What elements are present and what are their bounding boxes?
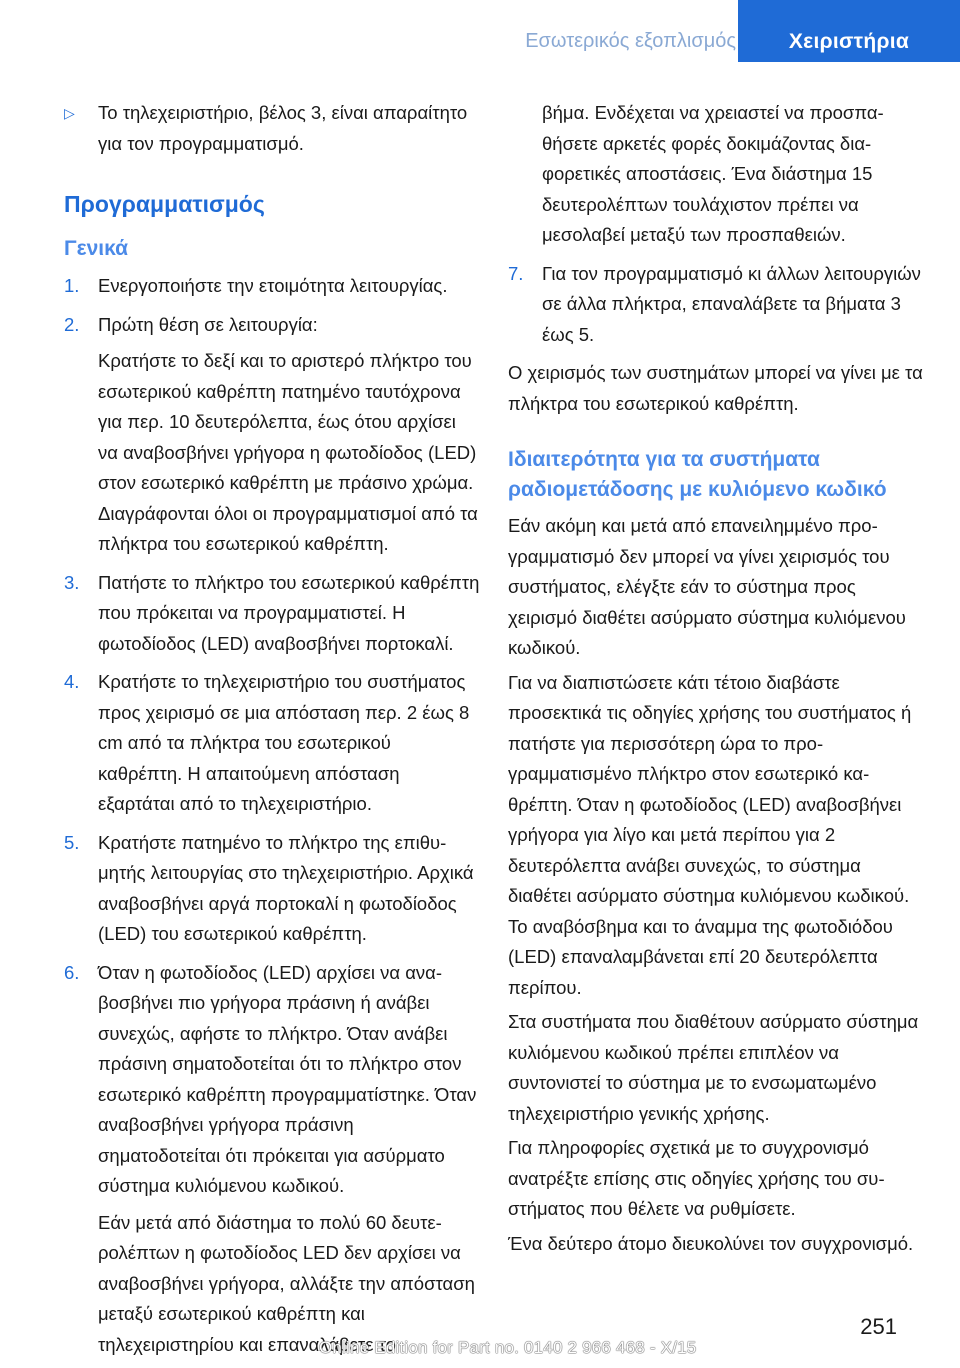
paragraph: Για να διαπιστώσετε κάτι τέτοιο διαβάστε προσεκτικά τις οδηγίες χρήσης του συστήματος ή πατήστε για περισσότερη ώρα το προγραμματισμένο πλήκτρο στον εσωτερικό καθρέπτη. Όταν η φωτοδίοδος (LED) αναβοσβήνει γρήγορα για λίγο και μετά περίπου για 2 δευτερόλεπτα ανάβει συνεχώς, το σύστημα διαθέτει ασύρματο σύστημα κυλιόμενου κωδικού. Το αναβόσβημα και το άναμμα της φωτοδιόδου (LED) επαναλαμβάνεται επί 20 δευτερόλεπτα περίπου. bbox=[508, 671, 912, 998]
paragraph: Ο χειρισμός των συστημάτων μπορεί να γίνει με τα πλήκτρα του εσωτερικού καθρέπτη. bbox=[508, 362, 923, 414]
list-item bbox=[64, 828, 480, 950]
heading-programming: Προγραμματισμός bbox=[64, 191, 265, 217]
step6-continuation: βήμα. Ενδέχεται να χρειαστεί να προσπαθήσετε αρκετές φορές δοκιμάζοντας διαφορετικές αποστάσεις. Ένα διάστημα 15 δευτερολέπτων τουλάχιστον πρέπει να μεσολαβεί μεταξύ των προσπαθειών. bbox=[542, 102, 884, 245]
list-number: 4. bbox=[64, 671, 80, 692]
section-label: Εσωτερικός εξοπλισμός bbox=[525, 30, 736, 52]
list-text: Για τον προγραμματισμό κι άλλων λειτουργιών σε άλλα πλήκτρα, επαναλάβετε τα βήματα 3 έως 5. bbox=[542, 262, 921, 345]
intro-bullet-text: Το τηλεχειριστήριο, βέλος 3, είναι απαραίτητο για τον προγραμματισμό. bbox=[98, 102, 468, 154]
list-text: Κρατήστε πατημένο το πλήκτρο της επιθυμητής λειτουργίας στο τηλεχειριστήριο. Αρχικά αναβοσβήνει αργά πορτοκαλί η φωτοδίοδος (LED) του εσωτερικού καθρέπτη. bbox=[98, 831, 474, 944]
list-number: 6. bbox=[64, 961, 80, 983]
list-text: Εάν μετά από διάστημα το πολύ 60 δευτερολέπτων η φωτοδίοδος LED δεν αρχίσει να αναβοσβήνει γρήγορα, αλλάξτε την απόσταση μεταξύ εσωτερικού καθρέπτη και τηλεχειριστηρίου και επαναλάβετε το bbox=[98, 1211, 475, 1355]
list-text: Όταν η φωτοδίοδος (LED) αρχίσει να αναβοσβήνει πιο γρήγορα πράσινη ή ανάβει συνεχώς, αφήστε το πλήκτρο. Όταν ανάβει πράσινη σηματοδοτείται ότι το πλήκτρο στον εσωτερικό καθρέπτη προγραμματίστηκε. Όταν αναβοσβήνει γρήγορα πράσινη σηματοδοτείται ότι πρόκειται για ασύρματο σύστημα κυλιόμενου κωδικού. bbox=[98, 961, 477, 1196]
page-footer bbox=[0, 1335, 960, 1362]
page-number: 251 bbox=[860, 1314, 897, 1339]
list-number: 2. bbox=[64, 313, 80, 335]
list-item bbox=[64, 310, 480, 560]
list-text: Πρώτη θέση σε λειτουργία: bbox=[98, 313, 318, 335]
edition-text: Online Edition for Part no. 0140 2 966 468 - X/15 bbox=[319, 1338, 697, 1357]
chapter-tab[interactable]: Χειριστήρια bbox=[738, 0, 960, 62]
heading-rolling-code: Ιδιαιτερότητα για τα συστήματα ραδιομετάδοσης με κυλιόμενο κωδικό bbox=[508, 448, 887, 501]
paragraph: Ένα δεύτερο άτομο διευκολύνει τον συγχρονισμό. bbox=[508, 1232, 914, 1254]
heading-general: Γενικά bbox=[64, 237, 129, 260]
intro-bullet bbox=[64, 98, 480, 159]
list-text: Πατήστε το πλήκτρο του εσωτερικού καθρέπτη που πρόκειται να προγραμματιστεί. Η φωτοδίοδος (LED) αναβοσβήνει πορτοκαλί. bbox=[98, 571, 480, 654]
list-text: Κρατήστε το τηλεχειριστήριο του συστήματος προς χειρισμό σε μια απόσταση περ. 2 έως 8 cm από τα πλήκτρα του εσωτερικού καθρέπτη. Η απαιτούμενη απόσταση εξαρτάται από το τηλεχειριστήριο. bbox=[98, 671, 470, 814]
paragraph: Στα συστήματα που διαθέτουν ασύρματο σύστημα κυλιόμενου κωδικού πρέπει επιπλέον να συντονιστεί το σύστημα με το ενσωματωμένο τηλεχειριστήριο γενικής χρήσης. bbox=[508, 1011, 919, 1124]
paragraph: Εάν ακόμη και μετά από επανειλημμένο προγραμματισμό δεν μπορεί να γίνει χειρισμός του συστήματος, ελέγξτε εάν το σύστημα προς χειρισμό διαθέτει ασύρματο σύστημα κυλιόμενου κωδικού. bbox=[508, 515, 906, 658]
list-number: 7. bbox=[508, 262, 524, 284]
list-number: 1. bbox=[64, 275, 80, 296]
list-item bbox=[64, 667, 480, 820]
triangle-bullet-icon: ▷ bbox=[64, 105, 75, 121]
list-number: 3. bbox=[64, 571, 80, 593]
list-number: 5. bbox=[64, 831, 80, 853]
list-item bbox=[64, 271, 480, 302]
list-item bbox=[64, 568, 480, 660]
paragraph: Για πληροφορίες σχετικά με το συγχρονισμό ανατρέξτε επίσης στις οδηγίες χρήσης του συστήματος που θέλετε να ρυθμίσετε. bbox=[508, 1137, 885, 1219]
list-text: Ενεργοποιήστε την ετοιμότητα λειτουργίας. bbox=[98, 275, 448, 296]
right-column bbox=[508, 98, 924, 1263]
left-column bbox=[64, 98, 480, 1368]
list-text: Κρατήστε το δεξί και το αριστερό πλήκτρο του εσωτερικού καθρέπτη πατημένο ταυτόχρονα για περ. 10 δευτερόλεπτα, έως ότου αρχίσει να αναβοσβήνει γρήγορα η φωτοδίοδος (LED) στον εσωτερικό καθρέπτη με πράσινο χρώμα. Διαγράφονται όλοι οι προγραμματισμοί από τα πλήκτρα του εσωτερικού καθρέπτη. bbox=[98, 350, 478, 554]
list-item bbox=[508, 259, 924, 351]
page-header bbox=[0, 0, 960, 62]
list-item bbox=[64, 958, 480, 1361]
